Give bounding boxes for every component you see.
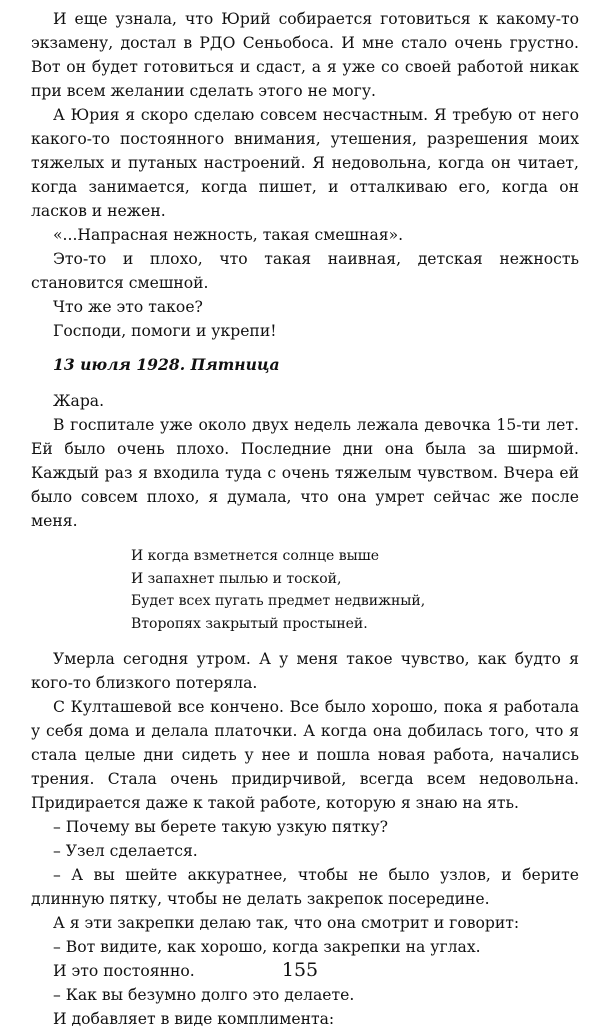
poem-stanza [131, 545, 579, 635]
quote-paragraph: «...Напрасная нежность, такая смешная». [53, 226, 404, 244]
paragraph: И это постоянно. [53, 962, 195, 980]
poem-line: И запахнет пылью и тоской, [131, 570, 342, 587]
dialogue-line: – Почему вы берете такую узкую пятку? [53, 818, 388, 836]
poem-line: Будет всех пугать предмет недвижный, [131, 593, 426, 609]
date-heading: 13 июля 1928. Пятница [53, 355, 280, 374]
paragraph: С Култашевой все кончено. Все было хорошо, пока я работала у себя дома и делала платочки. А когда она добилась того, что я стала целые дни сидеть у нее и пошла новая работа, начались трения. Стала очень придирчивой, всегда всем недовольна. Придирается даже к такой работе, которую я знаю на ять. [31, 698, 579, 812]
dialogue-line: – Как вы безумно долго это делаете. [53, 986, 355, 1004]
page-number: 155 [281, 959, 319, 981]
paragraph: И еще узнала, что Юрий собирается готовиться к какому-то экзамену, достал в РДО Сеньобоса. И мне стало очень грустно. Вот он будет готовиться и сдаст, а я уже со своей работой никак при всем желании сделать этого не могу. [31, 10, 579, 100]
poem-line: Второпях закрытый простыней. [131, 615, 368, 632]
paragraph: Умерла сегодня утром. А у меня такое чувство, как будто я кого-то близкого потеряла. [31, 650, 579, 692]
page-body [31, 7, 579, 1031]
paragraph: Что же это такое? [53, 298, 203, 316]
paragraph: Жара. [53, 392, 105, 410]
paragraph: А Юрия я скоро сделаю совсем несчастным. Я требую от него какого-то постоянного внимания, утешения, разрешения моих тяжелых и путаных настроений. Я недовольна, когда он читает, когда занимается, когда пишет, и отталкиваю его, когда он ласков и нежен. [31, 106, 579, 220]
paragraph: И добавляет в виде комплимента: [53, 1010, 335, 1028]
paragraph: Это-то и плохо, что такая наивная, детская нежность становится смешной. [31, 250, 579, 292]
paragraph: Господи, помоги и укрепи! [53, 322, 277, 340]
dialogue-line: – А вы шейте аккуратнее, чтобы не было узлов, и берите длинную пятку, чтобы не делать закрепок посередине. [31, 866, 579, 908]
dialogue-line: – Вот видите, как хорошо, когда закрепки на углах. [53, 938, 481, 956]
paragraph: А я эти закрепки делаю так, что она смотрит и говорит: [53, 914, 520, 932]
paragraph: В госпитале уже около двух недель лежала девочка 15-ти лет. Ей было очень плохо. Последние дни она была за ширмой. Каждый раз я входила туда с очень тяжелым чувством. Вчера ей было совсем плохо, я думала, что она умрет сейчас же после меня. [31, 416, 579, 530]
poem-line: И когда взметнется солнце выше [131, 548, 380, 564]
dialogue-line: – Узел сделается. [53, 842, 198, 860]
